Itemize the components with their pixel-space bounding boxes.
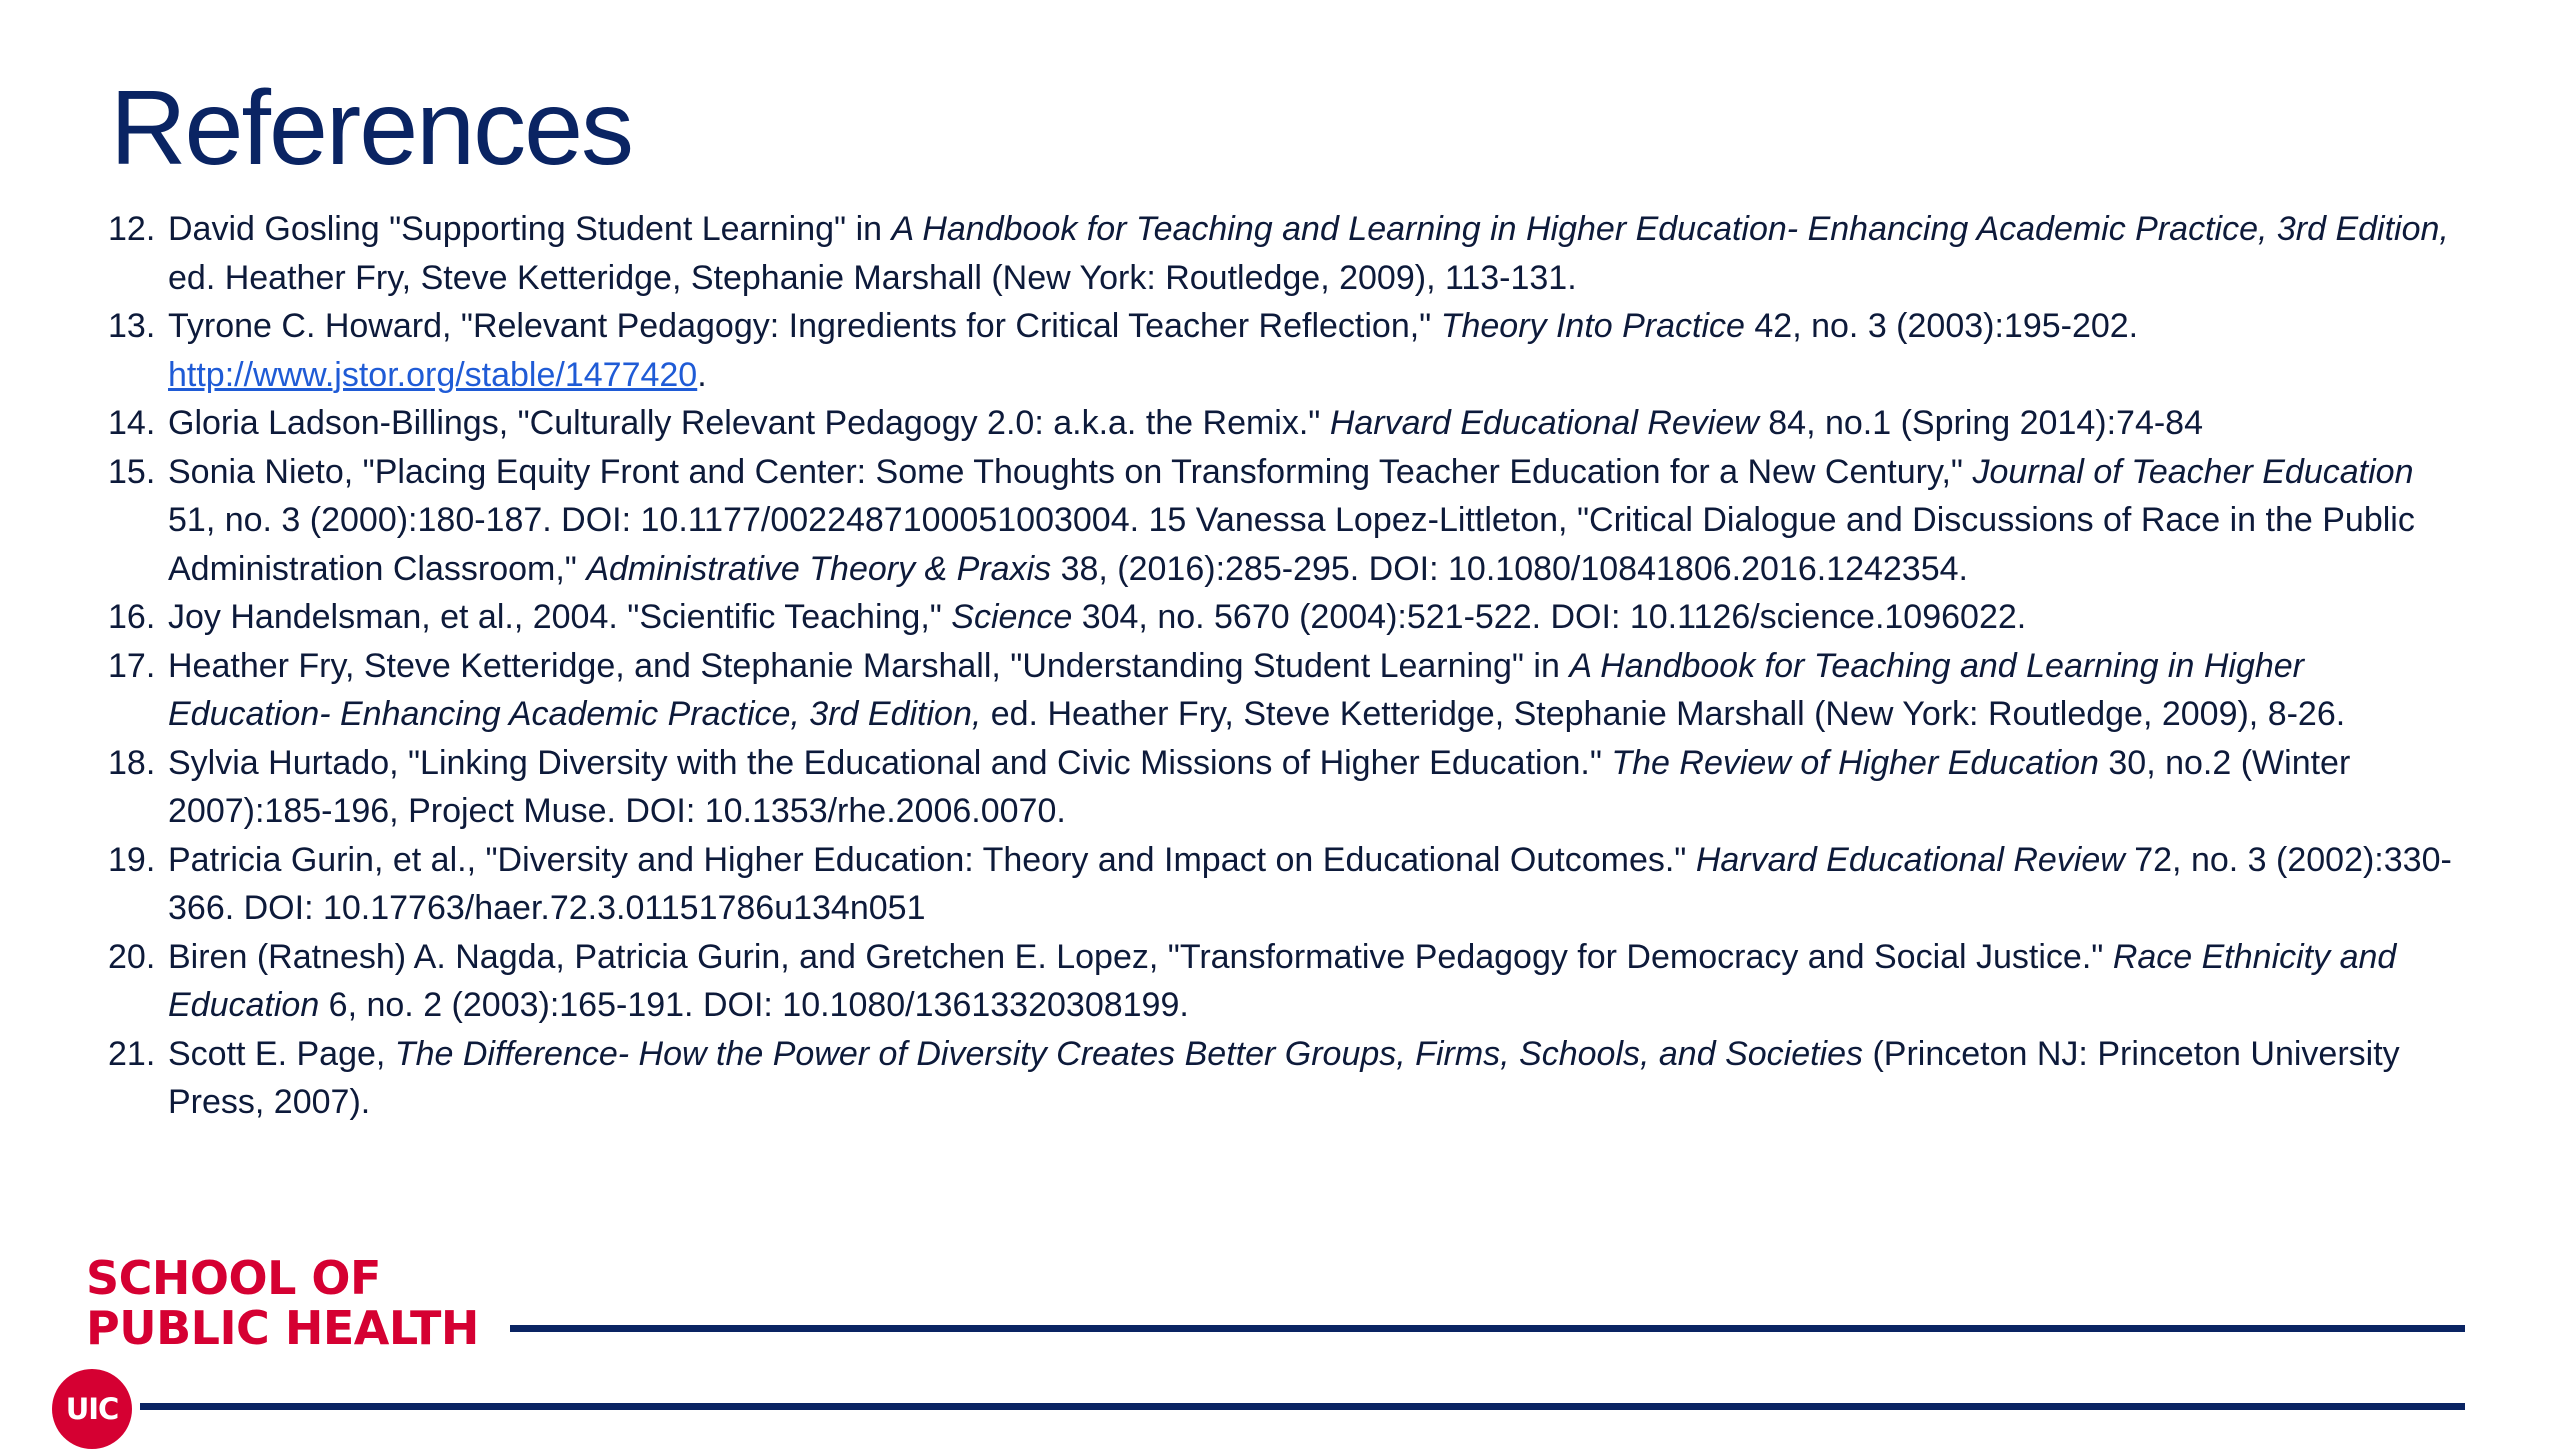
reference-text (168, 399, 2458, 448)
reference-segment: 304, no. 5670 (2004):521-522. DOI: 10.1126/science.1096022. (1072, 598, 2027, 636)
reference-segment: ed. Heather Fry, Steve Ketteridge, Stephanie Marshall (New York: Routledge, 2009), 8-26. (981, 695, 2346, 733)
reference-item (108, 933, 2458, 1030)
reference-segment: Sylvia Hurtado, "Linking Diversity with the Educational and Civic Missions of Higher Education." (168, 743, 1612, 782)
reference-number: 20. (108, 937, 156, 976)
reference-source-title: Harvard Educational Review (1329, 404, 1759, 442)
reference-segment: 84, no.1 (Spring 2014):74-84 (1758, 404, 2204, 442)
reference-source-title: A Handbook for Teaching and Learning in Higher Education- Enhancing Academic Practice, 3rd Edition, (168, 646, 2304, 733)
reference-segment: David Gosling "Supporting Student Learning" in (168, 210, 892, 248)
reference-number: 14. (108, 404, 156, 442)
slide-title: References (110, 69, 633, 187)
reference-source-title: Theory Into Practice (1440, 307, 1745, 345)
uic-logo-badge: UIC (52, 1369, 132, 1449)
reference-item (108, 205, 2458, 302)
reference-segment: . (697, 355, 707, 394)
reference-source-title: Administrative Theory & Praxis (586, 549, 1052, 588)
reference-link[interactable]: http://www.jstor.org/stable/1477420 (168, 355, 698, 394)
reference-text (168, 302, 2458, 399)
reference-segment: 42, no. 3 (2003):195-202. (1744, 307, 2139, 345)
reference-segment: 51, no. 3 (2000):180-187. DOI: 10.1177/0022487100051003004. 15 Vanessa Lopez-Littleton, "Critical Dialogue and Discussions of Race in the Public Administration Classroom," (168, 501, 2415, 588)
reference-segment: ed. Heather Fry, Steve Ketteridge, Stephanie Marshall (New York: Routledge, 2009), 113-131. (168, 258, 1577, 297)
reference-segment: 38, (2016):285-295. DOI: 10.1080/10841806.2016.1242354. (1051, 549, 1968, 588)
reference-segment: Joy Handelsman, et al., 2004. "Scientific Teaching," (168, 598, 952, 636)
reference-item (108, 642, 2458, 739)
reference-number: 12. (108, 210, 156, 248)
reference-source-title: Harvard Educational Review (1695, 840, 2125, 879)
reference-segment: 30, no.2 (Winter 2007):185-196, Project Muse. DOI: 10.1353/rhe.2006.0070. (168, 743, 2351, 830)
reference-source-title: The Difference- How the Power of Diversity Creates Better Groups, Firms, Schools, and Societies (394, 1034, 1864, 1073)
brand-line-2: PUBLIC HEALTH (86, 1301, 479, 1355)
reference-text (168, 448, 2458, 594)
reference-segment: Heather Fry, Steve Ketteridge, and Stephanie Marshall, "Understanding Student Learning" in (168, 646, 1570, 685)
reference-segment: Scott E. Page, (168, 1034, 395, 1073)
reference-item (108, 302, 2458, 399)
reference-text (168, 933, 2458, 1030)
reference-text (168, 593, 2458, 642)
reference-number: 19. (108, 840, 156, 879)
reference-segment: Patricia Gurin, et al., "Diversity and Higher Education: Theory and Impact on Educational Outcomes." (168, 840, 1696, 879)
reference-item (108, 1030, 2458, 1127)
reference-list (108, 205, 2458, 1127)
reference-source-title: Science (951, 598, 1073, 636)
reference-text (168, 642, 2458, 739)
reference-text (168, 1030, 2458, 1127)
reference-segment: Gloria Ladson-Billings, "Culturally Relevant Pedagogy 2.0: a.k.a. the Remix." (168, 404, 1330, 442)
reference-segment: 72, no. 3 (2002):330-366. DOI: 10.17763/haer.72.3.01151786u134n051 (168, 840, 2452, 927)
reference-source-title: Journal of Teacher Education (1972, 452, 2414, 491)
footer-rule-bottom (140, 1403, 2465, 1410)
reference-item (108, 399, 2458, 448)
reference-item (108, 593, 2458, 642)
reference-segment: (Princeton NJ: Princeton University Press, 2007). (168, 1034, 2400, 1121)
reference-number: 16. (108, 598, 156, 636)
reference-source-title: Race Ethnicity and Education (168, 937, 2397, 1024)
reference-item (108, 739, 2458, 836)
reference-item (108, 448, 2458, 594)
reference-number: 15. (108, 452, 156, 491)
reference-text (168, 836, 2458, 933)
reference-segment: 6, no. 2 (2003):165-191. DOI: 10.1080/13613320308199. (319, 986, 1189, 1024)
reference-number: 13. (108, 307, 156, 345)
footer-rule-top (510, 1325, 2465, 1332)
reference-number: 21. (108, 1034, 156, 1073)
reference-text (168, 205, 2458, 302)
reference-segment: Tyrone C. Howard, "Relevant Pedagogy: Ingredients for Critical Teacher Reflection," (168, 307, 1441, 345)
reference-number: 17. (108, 646, 156, 685)
reference-number: 18. (108, 743, 156, 782)
reference-text (168, 739, 2458, 836)
reference-segment: Biren (Ratnesh) A. Nagda, Patricia Gurin, and Gretchen E. Lopez, "Transformative Pedagogy for Democracy and Social Justice." (168, 937, 2113, 976)
reference-source-title: The Review of Higher Education (1611, 743, 2099, 782)
brand-line-1: SCHOOL OF (86, 1251, 381, 1305)
school-of-public-health-logo (86, 1253, 479, 1353)
reference-source-title: A Handbook for Teaching and Learning in Higher Education- Enhancing Academic Practice, 3rd Edition, (891, 210, 2449, 248)
reference-segment: Sonia Nieto, "Placing Equity Front and Center: Some Thoughts on Transforming Teacher Education for a New Century," (168, 452, 1973, 491)
reference-item (108, 836, 2458, 933)
